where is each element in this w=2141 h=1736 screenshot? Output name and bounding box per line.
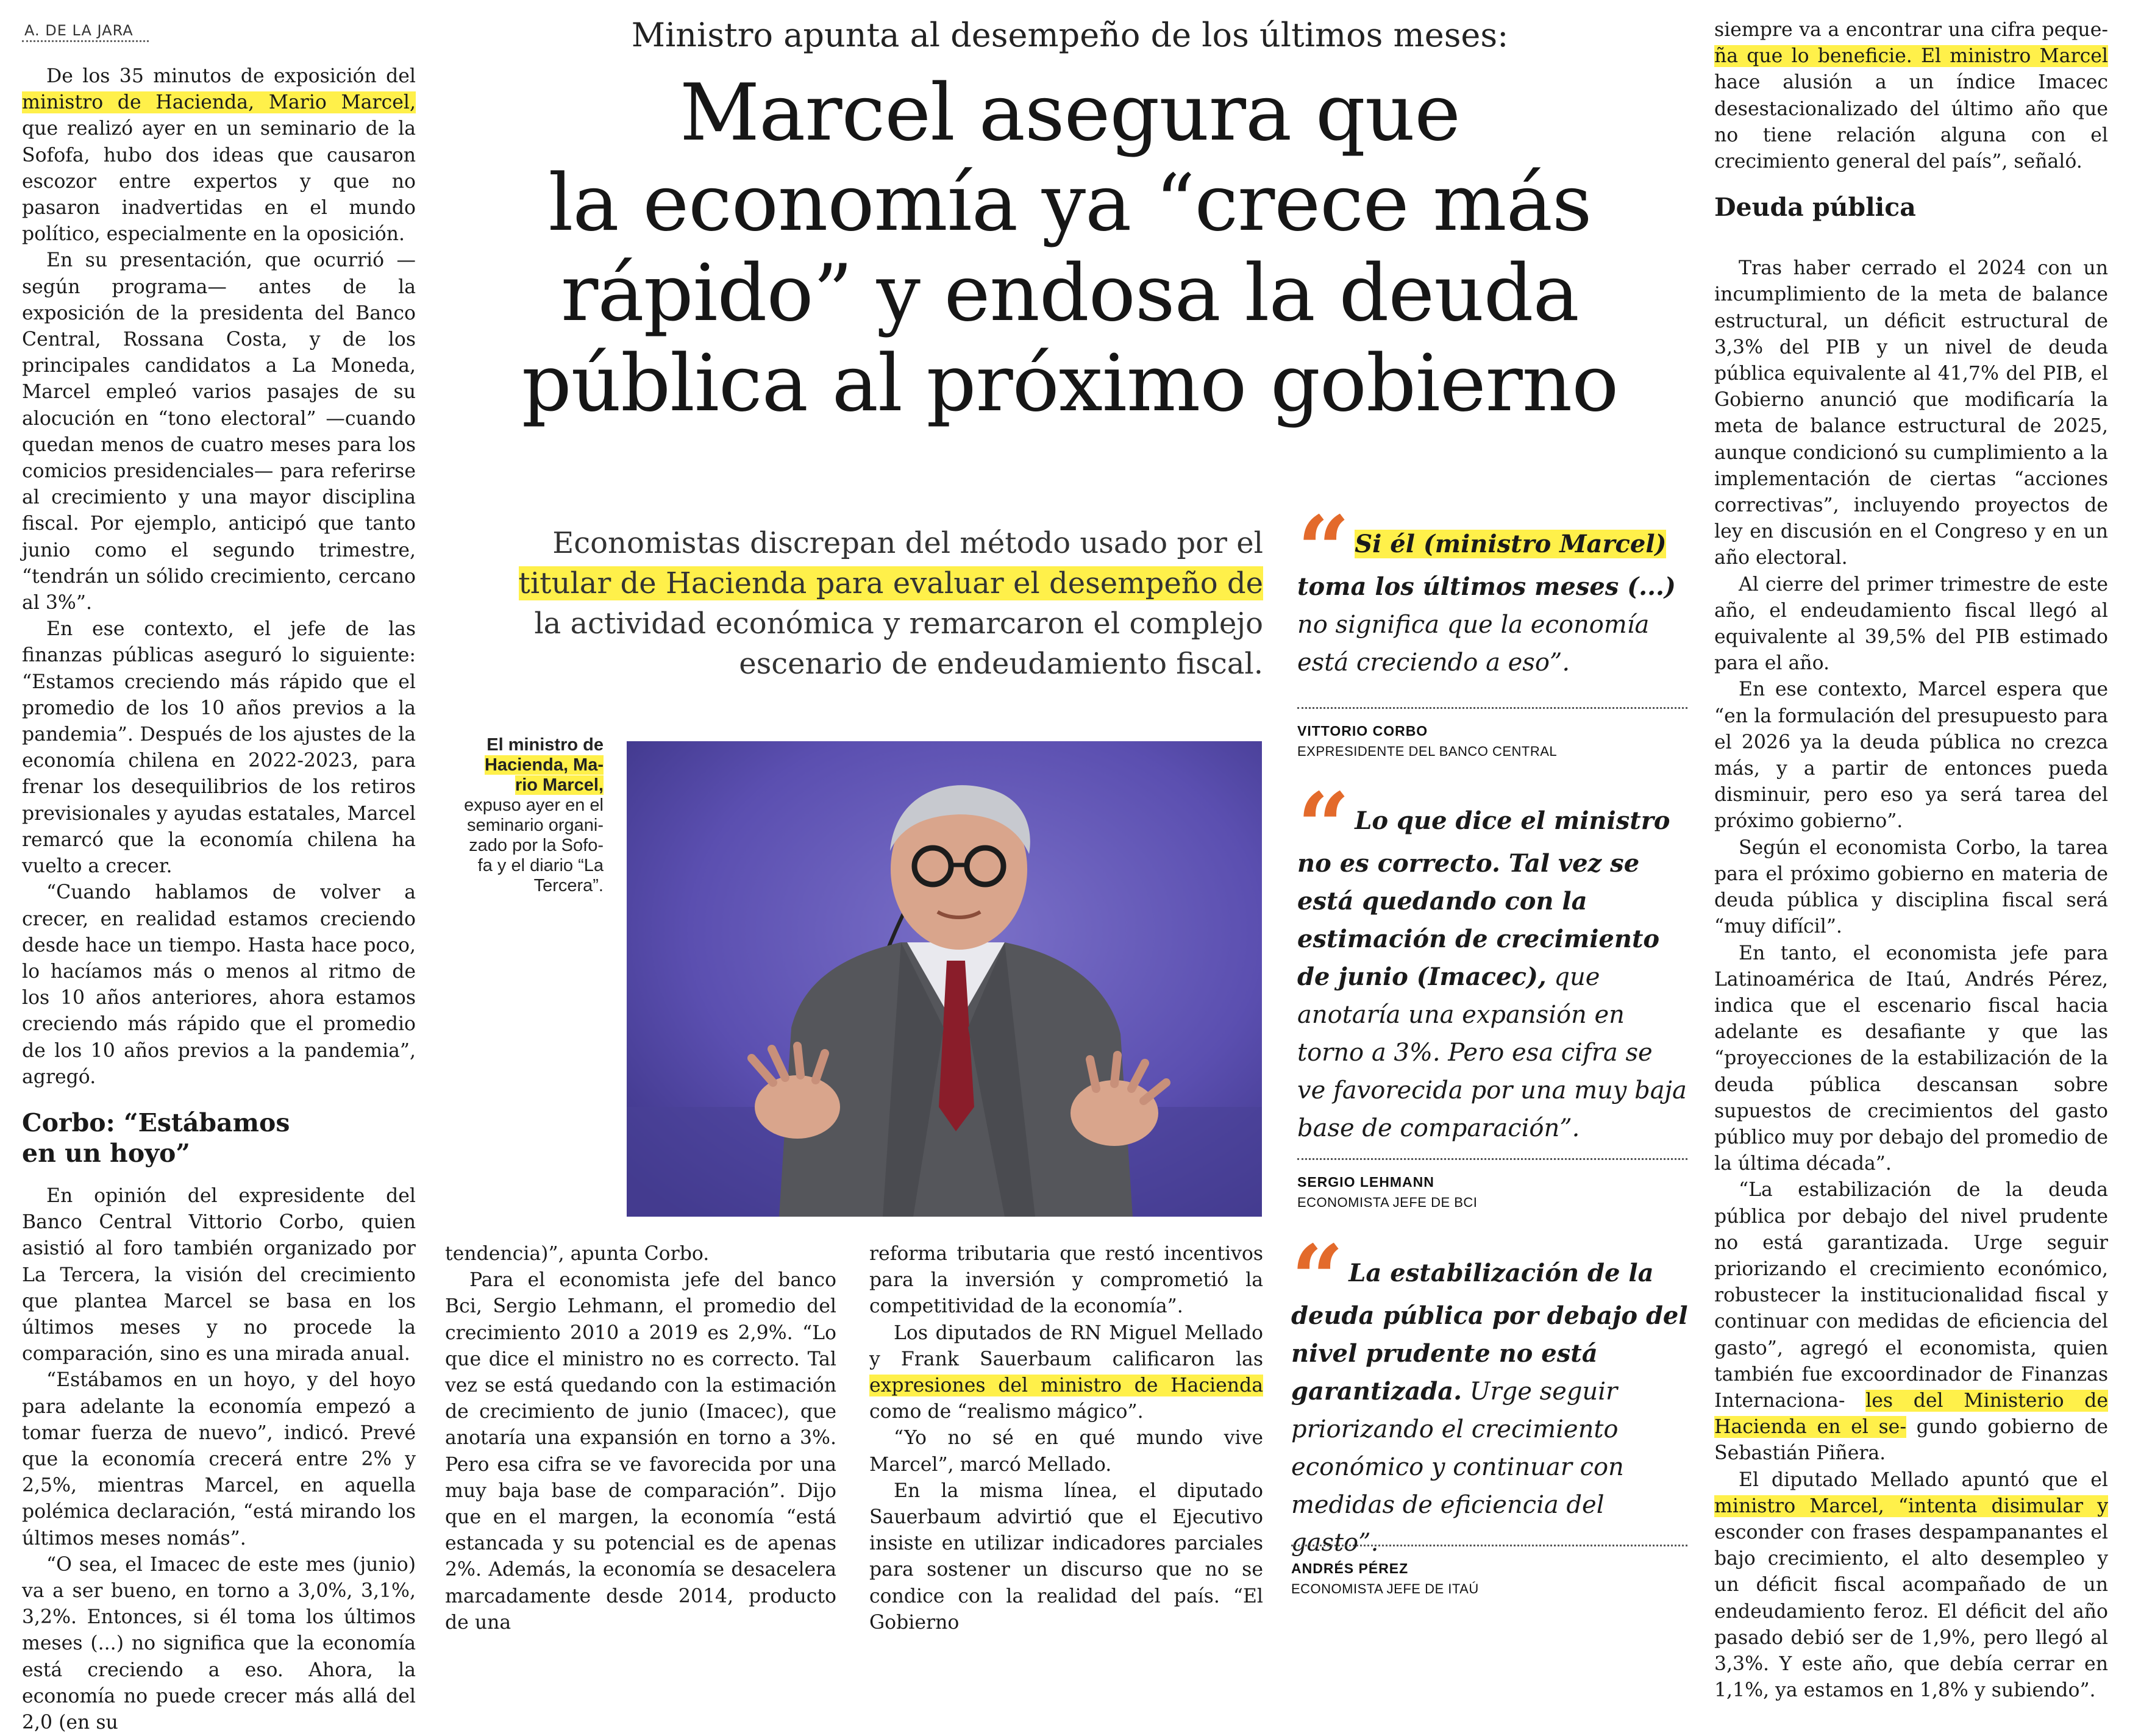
paragraph: Tras haber cerrado el 2024 con un incumplimiento de la meta de balance estructural, un déficit estructural de 3,3% del PIB y un nivel de deuda pública equivalente al 41,7% del PIB, el Gobierno anunció que modificaría la meta de balance estructural de 2025, aunque condicionó su cumplimiento a la implementación de ciertas “acciones correctivas”, incluyendo proyectos de ley en discusión en el Congreso y en un año electoral. [1714, 257, 2108, 569]
deck-line: la actividad económica y remarcaron el complejo [534, 607, 1263, 641]
kicker: Ministro apunta al desempeño de los últimos meses: [631, 16, 1509, 54]
quote-author-role: EXPRESIDENTE DEL BANCO CENTRAL [1297, 744, 1558, 759]
paragraph: siempre va a encontrar una cifra peque- ña que lo beneficie. El ministro Marcel hace alusión a un índice Imacec desestacionalizado del último año que no tiene relación alguna con el crecimiento general del país”, señaló. [1714, 19, 2108, 173]
quote-mark-icon: “ [1297, 496, 1339, 603]
quote-author-role: ECONOMISTA JEFE DE ITAÚ [1291, 1581, 1479, 1596]
minister-photo [627, 741, 1262, 1217]
quote-author-role: ECONOMISTA JEFE DE BCI [1297, 1195, 1478, 1210]
deck-line: escenario de endeudamiento fiscal. [739, 647, 1263, 681]
byline: A. DE LA JARA [24, 22, 134, 39]
quote-mark-icon: “ [1291, 1225, 1333, 1332]
paragraph: En opinión del expresidente del Banco Central Vittorio Corbo, quien asistió al foro también organizado por La Tercera, la visión del crecimiento que plantea Marcel se basa en los últimos meses y no procede la comparación, sino es una mirada anual. [22, 1184, 416, 1365]
highlight: Hacienda, Ma- [485, 755, 604, 775]
byline-rule [22, 40, 149, 42]
paragraph: “O sea, el Imacec de este mes (junio) va a ser bueno, en torno a 3,0%, 3,1%, 3,2%. Entonces, si él toma los últimos meses (...) no significa que la economía está creciendo a eso. Ahora, la economía no puede crecer más allá del 2,0 (en su [22, 1553, 416, 1734]
paragraph: tendencia)”, apunta Corbo. [445, 1243, 710, 1265]
highlight: Si él (ministro Marcel) [1355, 530, 1667, 558]
pull-quote: “ La estabilización de la deuda pública por debajo del nivel prudente no está garantizada. Urge seguir priorizando el crecimiento económico y continuar con medidas de eficiencia del gasto”. [1291, 1225, 1688, 1557]
paragraph: En su presentación, que ocurrió —según programa— antes de la exposición de la presidenta del Banco Central, Rossana Costa, y de los principales candidatos a La Moneda, Marcel empleó varios pasajes de su alocución en “tono electoral” —cuando quedan menos de cuatro meses para los comicios presidenciales— para referirse al crecimiento y una mayor disciplina fiscal. Por ejemplo, anticipó que tanto junio como el segundo trimestre, “tendrán un sólido crecimiento, cercano al 3%”. [22, 249, 416, 614]
quote-rule [1297, 1158, 1687, 1160]
highlight: ministro de Hacienda, Mario Marcel, [22, 91, 416, 114]
paragraph: En ese contexto, Marcel espera que “en la formulación del presupuesto para el 2026 ya la deuda pública no crezca más, y a partir de entonces pueda disminuir, pero eso ya será tarea del próximo gobierno”. [1714, 678, 2108, 833]
pull-quote: “ Lo que dice el ministro no es correcto. Tal vez se está quedando con la estimación de crecimiento de junio (Imacec), que anotaría una expansión en torno a 3%. Pero esa cifra se ve favorecida por una muy baja base de comparación”. [1297, 773, 1687, 1142]
paragraph: “La estabilización de la deuda pública por debajo del nivel prudente no está garantizada. Urge seguir priorizando el crecimiento económico, robustecer la institucionalidad fiscal y continuar con medidas de eficiencia del gasto”, agregó el economista, quien también fue excoordinador de Finanzas Internaciona- les del Ministerio de Hacienda en el se- gundo gobierno de Sebastián Piñera. [1714, 1179, 2108, 1465]
headline [439, 68, 1701, 429]
headline-line: rápido” y endosa la deuda [561, 248, 1579, 339]
quote-author: VITTORIO CORBO [1297, 723, 1428, 739]
photo-caption: El ministro de Hacienda, Ma- rio Marcel, expuso ayer en el seminario organi- zado por la Sofo- fa y el diario “La Tercera”. [464, 735, 604, 895]
paragraph: En tanto, el economista jefe para Latinoamérica de Itaú, Andrés Pérez, indica que el escenario fiscal hacia adelante es desafiante y que las “proyecciones de la estabilización de la deuda pública descansan sobre supuestos de crecimientos del gasto público muy por debajo del promedio de la última década”. [1714, 942, 2108, 1175]
paragraph: Al cierre del primer trimestre de este año, el endeudamiento fiscal llegó al equivalente al 39,5% del PIB estimado para el año. [1714, 573, 2108, 675]
quote-author: ANDRÉS PÉREZ [1291, 1560, 1409, 1576]
paragraph: Los diputados de RN Miguel Mellado y Frank Sauerbaum calificaron las expresiones del ministro de Hacienda como de “realismo mágico”. [869, 1322, 1263, 1423]
paragraph: De los 35 minutos de exposición del ministro de Hacienda, Mario Marcel, que realizó ayer en un seminario de la Sofofa, hubo dos ideas que causaron escozor entre expertos y que no pasaron inadvertidas en el mundo político, especialmente en la oposición. [22, 65, 416, 246]
paragraph: En ese contexto, el jefe de las finanzas públicas aseguró lo siguiente: “Estamos creciendo más rápido que el promedio de los 10 años previos a la pandemia”. Después de los ajustes de la economía chilena en 2022-2023, para frenar los desequilibrios de los retiros previsionales y ayudas estatales, Marcel remarcó que la economía chilena ha vuelto a crecer. [22, 618, 416, 878]
highlight: ministro Marcel, “intenta disimular y [1714, 1495, 2108, 1517]
highlight: les del Ministerio de Hacienda en el se- [1714, 1389, 2108, 1439]
paragraph: Para el economista jefe del banco Bci, Sergio Lehmann, el promedio del crecimiento 2010 a 2019 es 2,9%. “Lo que dice el ministro no es correcto. Tal vez se está quedando con la estimación de crecimiento de junio (Imacec), que anotaría una expansión en torno a 3%. Pero esa cifra se ve favorecida por una muy baja base de comparación”. Dijo que en el margen, la economía “está estancada y su potencial es de apenas 2%. Además, la economía se desacelera marcadamente desde 2014, producto de una [445, 1269, 836, 1634]
paragraph: En la misma línea, el diputado Sauerbaum advirtió que el Ejecutivo insiste en utilizar indicadores parciales para sostener un discurso que no se condice con la realidad del país. “El Gobierno [869, 1479, 1263, 1634]
section-heading: Corbo: “Estábamos en un hoyo” [22, 1108, 290, 1168]
quote-mark-icon: “ [1297, 773, 1339, 880]
highlight: ña que lo beneficie. El ministro Marcel [1714, 45, 2108, 68]
article-column-2 [445, 1241, 836, 1636]
article-column-4 [1714, 17, 2108, 1704]
quote-rule [1297, 707, 1687, 709]
paragraph: “Cuando hablamos de volver a crecer, en realidad estamos creciendo desde hace un tiempo. Hasta hace poco, lo hacíamos más o menos al ritmo de los 10 años anteriores, ahora estamos creciendo más rápido que el promedio de los 10 años previos a la pandemia”, agregó. [22, 881, 416, 1088]
headline-line: pública al próximo gobierno [521, 338, 1619, 429]
paragraph: El diputado Mellado apuntó que el ministro Marcel, “intenta disimular y esconder con frases despampanantes el bajo crecimiento, el alto desempleo y un déficit fiscal acompañado de un endeudamiento feroz. El déficit del año pasado debió ser de 1,9%, pero llegó al 3,3%. Y este año, que debía cerrar en 1,1%, ya estamos en 1,8% y subiendo”. [1714, 1468, 2108, 1702]
article-column-1 [22, 63, 416, 1736]
quote-rule [1291, 1545, 1687, 1546]
pull-quote: “ Si él (ministro Marcel) toma los últimos meses (...) no significa que la economía está creciendo a eso”. [1297, 496, 1676, 677]
quote-author: SERGIO LEHMANN [1297, 1174, 1434, 1190]
highlight: expresiones del ministro de Hacienda [869, 1375, 1263, 1397]
highlight: titular de Hacienda para evaluar el desempeño de [518, 566, 1263, 600]
headline-line: la economía ya “crece más [548, 158, 1592, 249]
paragraph: reforma tributaria que restó incentivos para la inversión y comprometió la competitividad de la economía”. [869, 1243, 1263, 1318]
section-heading: Deuda pública [1714, 193, 1916, 222]
paragraph: “Yo no sé en qué mundo vive Marcel”, marcó Mellado. [869, 1427, 1263, 1476]
article-column-3 [869, 1241, 1263, 1636]
deck-line: Economistas discrepan del método usado por el [552, 526, 1263, 560]
deck-line [451, 563, 1263, 603]
paragraph: Según el economista Corbo, la tarea para el próximo gobierno en materia de deuda pública y disciplina fiscal será “muy difícil”. [1714, 836, 2108, 938]
paragraph: “Estábamos en un hoyo, y del hoyo para adelante la economía empezó a tomar fuerza de nuevo”, indicó. Prevé que la economía crecerá entre 2% y 2,5%, mientras Marcel, en aquella polémica declaración, “está mirando los últimos meses nomás”. [22, 1369, 416, 1549]
deck [451, 523, 1263, 684]
headline-line: Marcel asegura que [679, 68, 1461, 158]
